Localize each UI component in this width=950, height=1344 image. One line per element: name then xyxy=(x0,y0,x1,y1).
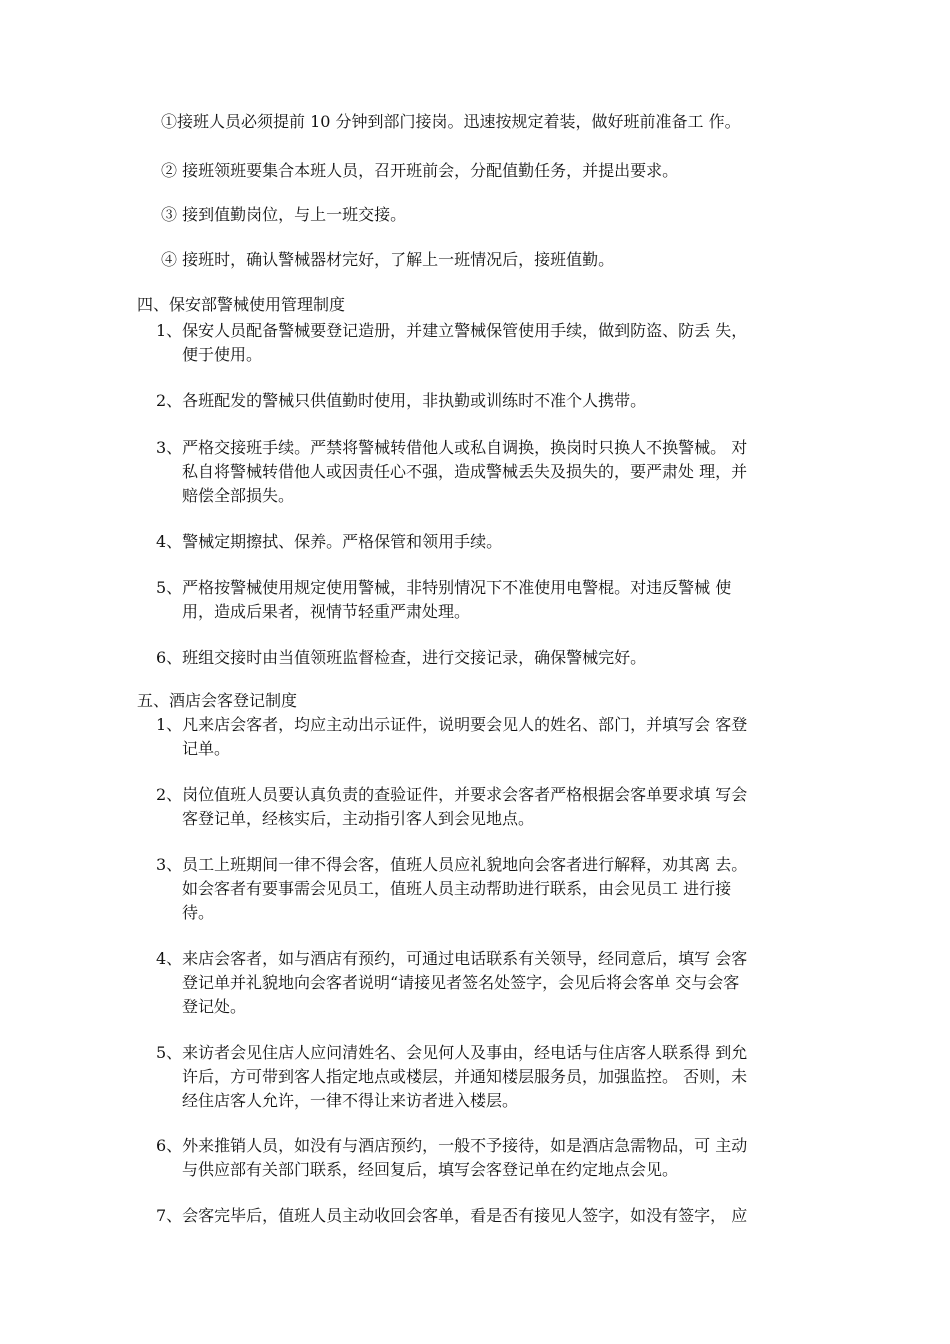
section-heading: 五、酒店会客登记制度 xyxy=(137,691,298,710)
list-item-line: 1、保安人员配备警械要登记造册，并建立警械保管使用手续，做到防盗、防丢 失， xyxy=(156,321,748,340)
list-item-line: 3、严格交接班手续。严禁将警械转借他人或私自调换，换岗时只换人不换警械。 对 xyxy=(156,438,748,457)
list-item-line: 便于使用。 xyxy=(182,345,263,364)
list-item-line: 6、班组交接时由当值领班监督检查，进行交接记录，确保警械完好。 xyxy=(156,648,647,667)
list-item-line: 许后，方可带到客人指定地点或楼层，并通知楼层服务员，加强监控。 否则，未 xyxy=(182,1067,748,1086)
list-item-line: 私自将警械转借他人或因责任心不强，造成警械丢失及损失的，要严肃处 理，并 xyxy=(182,462,748,481)
list-item-line: 登记处。 xyxy=(182,997,247,1016)
shift-step-1: ①接班人员必须提前 10 分钟到部门接岗。迅速按规定着装，做好班前准备工 作。 xyxy=(161,112,741,131)
list-item-line: 2、岗位值班人员要认真负责的查验证件，并要求会客者严格根据会客单要求填 写会 xyxy=(156,785,748,804)
list-item-line: 如会客者有要事需会见员工，值班人员主动帮助进行联系，由会见员工 进行接 xyxy=(182,879,732,898)
list-item-line: 5、来访者会见住店人应问清姓名、会见何人及事由，经电话与住店客人联系得 到允 xyxy=(156,1043,748,1062)
shift-step-4: ④ 接班时，确认警械器材完好，了解上一班情况后，接班值勤。 xyxy=(161,250,615,269)
list-item-line: 2、各班配发的警械只供值勤时使用，非执勤或训练时不准个人携带。 xyxy=(156,391,647,410)
list-item-line: 6、外来推销人员，如没有与酒店预约，一般不予接待，如是酒店急需物品，可 主动 xyxy=(156,1136,748,1155)
list-item-line: 登记单并礼貌地向会客者说明“请接见者签名处签字，会见后将会客单 交与会客 xyxy=(182,973,740,992)
shift-step-3: ③ 接到值勤岗位，与上一班交接。 xyxy=(161,205,407,224)
list-item-line: 待。 xyxy=(182,903,215,922)
list-item-line: 4、警械定期擦拭、保养。严格保管和领用手续。 xyxy=(156,532,503,551)
list-item-line: 记单。 xyxy=(182,739,231,758)
list-item-line: 3、员工上班期间一律不得会客，值班人员应礼貌地向会客者进行解释，劝其离 去。 xyxy=(156,855,748,874)
list-item-line: 用，造成后果者，视情节轻重严肃处理。 xyxy=(182,602,471,621)
list-item-line: 客登记单，经核实后，主动指引客人到会见地点。 xyxy=(182,809,535,828)
list-item-line: 经住店客人允许，一律不得让来访者进入楼层。 xyxy=(182,1091,519,1110)
list-item-line: 与供应部有关部门联系，经回复后，填写会客登记单在约定地点会见。 xyxy=(182,1160,679,1179)
list-item-line: 7、会客完毕后，值班人员主动收回会客单，看是否有接见人签字，如没有签字， 应 xyxy=(156,1206,748,1225)
list-item-line: 5、严格按警械使用规定使用警械，非特别情况下不准使用电警棍。对违反警械 使 xyxy=(156,578,732,597)
section-heading: 四、保安部警械使用管理制度 xyxy=(137,295,346,314)
shift-step-2: ② 接班领班要集合本班人员，召开班前会，分配值勤任务，并提出要求。 xyxy=(161,161,679,180)
list-item-line: 1、凡来店会客者，均应主动出示证件，说明要会见人的姓名、部门，并填写会 客登 xyxy=(156,715,748,734)
list-item-line: 4、来店会客者，如与酒店有预约，可通过电话联系有关领导，经同意后，填写 会客 xyxy=(156,949,748,968)
list-item-line: 赔偿全部损失。 xyxy=(182,486,295,505)
